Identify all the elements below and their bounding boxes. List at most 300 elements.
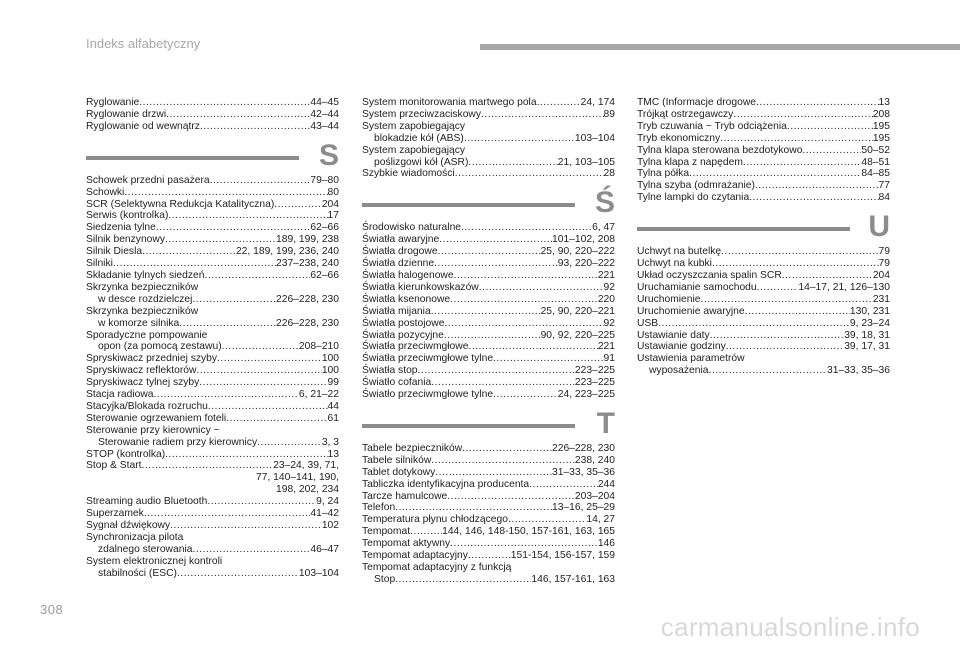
dot-leader <box>712 258 879 270</box>
index-entry[interactable] <box>86 210 339 222</box>
index-entry[interactable] <box>362 258 615 270</box>
index-entry-term: Uruchomienie awaryjne <box>637 305 745 317</box>
index-entry[interactable] <box>86 353 339 365</box>
index-entry-pages[interactable]: 103–104 <box>298 567 339 579</box>
index-entry-pages[interactable]: 62–66 <box>310 269 339 281</box>
section-divider <box>362 424 575 428</box>
index-entry-pages[interactable]: 100 <box>321 353 339 365</box>
index-entry-pages[interactable]: 25, 90, 220–222 <box>540 246 615 258</box>
index-entry[interactable] <box>86 377 339 389</box>
dot-leader <box>208 401 328 413</box>
dot-leader <box>200 121 310 133</box>
dot-leader <box>438 246 541 258</box>
page-number: 308 <box>40 602 64 617</box>
dot-leader <box>455 168 604 180</box>
index-entry-pages[interactable]: 221 <box>597 341 615 353</box>
index-entry[interactable] <box>362 294 615 306</box>
dot-leader <box>434 258 558 270</box>
index-entry-term: Ryglowanie <box>86 97 140 108</box>
dot-leader <box>139 97 310 109</box>
dot-leader <box>435 467 552 479</box>
index-entry[interactable] <box>362 365 615 377</box>
index-entry-term: Światło cofania <box>362 377 432 389</box>
index-entry-term: Uruchamianie samochodu <box>637 281 757 293</box>
index-entry-pages[interactable]: 93, 220–222 <box>557 258 615 270</box>
index-entry-pages[interactable]: 195 <box>872 132 890 144</box>
dot-leader <box>461 222 592 234</box>
index-entry-pages[interactable]: 41–42 <box>310 508 339 520</box>
index-entry-pages[interactable]: 208–210 <box>298 341 339 353</box>
index-entry[interactable] <box>86 365 339 377</box>
index-entry[interactable] <box>86 389 339 401</box>
index-entry-heading: Tempomat adaptacyjny z funkcją <box>362 562 512 573</box>
index-entry[interactable] <box>362 502 615 514</box>
dot-leader <box>165 234 276 246</box>
index-entry-term: Tarcze hamulcowe <box>362 490 448 502</box>
index-entry-pages[interactable]: 92 <box>603 281 615 293</box>
index-entry-term: Tylna klapa sterowana bezdotykowo <box>637 144 803 156</box>
dot-leader <box>444 330 541 342</box>
dot-leader <box>113 258 276 270</box>
index-entry[interactable] <box>362 270 615 282</box>
index-entry-heading: System zapobiegający <box>362 144 466 156</box>
index-entry-term: Środowisko naturalne <box>362 222 462 234</box>
index-entry-term: Uchwyt na butelkę <box>637 246 722 258</box>
index-entry-term: w desce rozdzielczej <box>98 293 193 305</box>
section-letter: U <box>868 210 890 244</box>
dot-leader <box>529 479 598 491</box>
index-entry-pages[interactable]: 79 <box>878 246 890 258</box>
index-entry-pages[interactable]: 17 <box>327 210 339 222</box>
dot-leader <box>142 246 236 258</box>
index-entry-term: SCR (Selektywna Redukcja Katalityczna) <box>86 198 275 210</box>
index-entry-term: Schowki <box>86 186 125 198</box>
index-entry-term: Ustawianie daty <box>637 329 710 341</box>
index-entry-pages[interactable]: 226–228, 230 <box>276 317 339 329</box>
index-entry[interactable] <box>362 97 615 109</box>
dot-leader <box>756 97 879 109</box>
index-entry-pages[interactable]: 189, 199, 238 <box>276 234 339 246</box>
dot-leader <box>689 168 861 180</box>
index-entry-term: Światła kierunkowskazów <box>362 281 479 293</box>
index-entry-pages[interactable]: 77 <box>878 180 890 192</box>
dot-leader <box>749 192 878 204</box>
index-entry[interactable] <box>637 168 890 180</box>
index-entry-pages[interactable]: 102 <box>321 520 339 531</box>
index-entry[interactable] <box>362 330 615 342</box>
index-entry-pages[interactable]: 84–85 <box>861 168 890 180</box>
dot-leader <box>743 157 861 169</box>
index-entry-term: zdalnego sterowania <box>98 543 193 555</box>
index-entry[interactable] <box>362 306 615 318</box>
index-entry-term: Ryglowanie drzwi <box>86 108 167 120</box>
index-entry-term: Sygnał dźwiękowy <box>86 520 171 531</box>
section-letter: Ś <box>594 186 615 220</box>
index-entry-term: Tylna klapa z napędem <box>637 156 743 168</box>
index-entry-pages[interactable]: 9, 23–24 <box>849 317 890 329</box>
dot-leader <box>479 282 604 294</box>
index-entry[interactable] <box>362 133 615 145</box>
index-entry-pages[interactable]: 39, 18, 31 <box>844 329 890 341</box>
section-title: Indeks alfabetyczny <box>86 36 201 51</box>
index-entry[interactable] <box>362 514 615 526</box>
index-entry-pages[interactable]: 223–225 <box>574 377 615 389</box>
index-entry-term: Światła postojowe <box>362 317 445 329</box>
index-entry-pages[interactable]: 46–47 <box>310 543 339 555</box>
index-entry-term: Światła dzienne <box>362 258 435 270</box>
index-entry[interactable] <box>362 353 615 365</box>
dot-leader <box>787 121 873 133</box>
index-entry[interactable] <box>86 520 339 532</box>
dot-leader <box>192 544 310 556</box>
index-entry[interactable] <box>637 97 890 109</box>
index-entry-pages[interactable]: 92 <box>603 317 615 329</box>
index-entry[interactable] <box>362 157 615 169</box>
index-entry-term: Sterowanie radiem przy kierownicy <box>98 436 258 448</box>
index-entry-term: Światła drogowe <box>362 246 438 258</box>
index-entry[interactable] <box>86 460 339 472</box>
index-entry[interactable] <box>86 234 339 246</box>
index-entry-pages[interactable]: 14–17, 21, 126–130 <box>798 281 890 293</box>
index-entry-term: STOP (kontrolka) <box>86 448 166 460</box>
index-entry-pages-continued: 77, 140–141, 190, <box>255 472 339 484</box>
dot-leader <box>156 222 311 234</box>
index-entry-pages[interactable]: 6, 47 <box>592 222 615 234</box>
dot-leader <box>709 365 827 377</box>
index-entry[interactable] <box>637 157 890 169</box>
index-entry[interactable] <box>362 234 615 246</box>
index-entry-pages[interactable]: 28 <box>603 168 615 180</box>
index-entry-pages[interactable]: 13 <box>327 448 339 460</box>
index-entry-pages[interactable]: 9, 24 <box>316 496 339 508</box>
index-entry-pages[interactable]: 62–66 <box>310 222 339 234</box>
dot-leader <box>658 318 850 330</box>
index-entry[interactable] <box>362 109 615 121</box>
index-entry-pages[interactable]: 31–33, 35–36 <box>827 365 890 377</box>
index-entry-term: Tylne lampki do czytania <box>637 192 750 204</box>
index-entry-pages[interactable]: 6, 21–22 <box>298 389 339 401</box>
index-entry-heading: Sporadyczne pompowanie <box>86 329 208 341</box>
index-entry[interactable] <box>362 341 615 353</box>
index-entry[interactable] <box>86 437 339 449</box>
index-entry[interactable] <box>637 294 890 306</box>
index-column-2 <box>362 97 615 586</box>
index-entry[interactable] <box>86 449 339 461</box>
index-entry-term: Uruchomienie <box>637 293 701 305</box>
index-entry-term: Streaming audio Bluetooth <box>86 496 208 508</box>
index-entry-term: Tabele silników <box>362 454 432 466</box>
index-entry[interactable] <box>86 413 339 425</box>
dot-leader <box>179 318 276 330</box>
index-entry[interactable] <box>637 341 890 353</box>
index-entry-term: Serwis (kontrolka) <box>86 210 169 222</box>
index-entry-term: Tempomat adaptacyjny <box>362 550 468 562</box>
index-entry[interactable] <box>86 568 339 580</box>
index-entry-term: Superzamek <box>86 508 144 520</box>
index-entry-pages[interactable]: 24, 174 <box>580 97 615 108</box>
index-entry[interactable] <box>362 538 615 550</box>
dot-leader <box>170 520 322 532</box>
index-entry-pages[interactable]: 13 <box>878 97 890 108</box>
index-entry[interactable] <box>637 133 890 145</box>
index-entry-pages[interactable]: 44 <box>327 400 339 412</box>
index-entry-term: System przeciwzaciskowy <box>362 108 482 120</box>
index-entry-heading: System elektronicznej kontroli <box>86 555 223 567</box>
index-entry[interactable] <box>86 270 339 282</box>
dot-leader <box>257 437 322 449</box>
index-entry[interactable] <box>362 377 615 389</box>
index-entry-pages[interactable]: 43–44 <box>310 120 339 132</box>
index-entry-pages[interactable]: 203–204 <box>574 490 615 502</box>
dot-leader <box>745 306 850 318</box>
index-entry[interactable] <box>637 258 890 270</box>
index-entry-pages[interactable]: 24, 223–225 <box>557 389 615 401</box>
index-entry-heading: Ustawienia parametrów <box>637 353 745 365</box>
dot-leader <box>431 306 541 318</box>
index-entry-term: Ryglowanie od wewnątrz <box>86 120 200 132</box>
index-entry-term: Spryskiwacz reflektorów <box>86 365 197 377</box>
dot-leader <box>481 109 604 121</box>
index-entry[interactable] <box>637 306 890 318</box>
index-entry[interactable] <box>86 199 339 211</box>
index-entry[interactable] <box>362 222 615 234</box>
index-entry[interactable] <box>86 187 339 199</box>
index-entry-term: blokadzie kół (ABS) <box>374 132 464 144</box>
index-entry[interactable] <box>362 526 615 538</box>
index-entry[interactable] <box>86 246 339 258</box>
index-entry-term: Uchwyt na kubki <box>637 258 712 270</box>
index-entry-term: opon (za pomocą zestawu) <box>98 341 222 353</box>
index-entry-pages[interactable]: 50–52 <box>861 144 890 156</box>
index-entry-pages[interactable]: 90, 92, 220–225 <box>540 329 615 341</box>
index-entry-pages[interactable]: 14, 27 <box>586 514 615 526</box>
dot-leader <box>710 330 845 342</box>
index-entry-pages[interactable]: 25, 90, 220–221 <box>540 305 615 317</box>
dot-leader <box>199 377 327 389</box>
dot-leader <box>468 157 557 169</box>
dot-leader <box>210 175 311 187</box>
index-entry-term: Schowek przedni pasażera <box>86 174 210 186</box>
dot-leader <box>431 455 575 467</box>
dot-leader <box>165 449 327 461</box>
section-divider <box>637 227 850 231</box>
section-letter: S <box>318 138 339 172</box>
index-entry-pages[interactable]: 103–104 <box>574 132 615 144</box>
index-entry-pages[interactable]: 101–102, 208 <box>552 234 615 246</box>
index-entry-pages[interactable]: 89 <box>603 108 615 120</box>
index-entry-pages[interactable]: 91 <box>603 353 615 365</box>
index-entry-pages[interactable]: 100 <box>321 365 339 377</box>
index-entry[interactable] <box>637 318 890 330</box>
index-entry[interactable] <box>637 121 890 133</box>
index-entry-term: Tempomat <box>362 526 411 538</box>
index-entry[interactable] <box>362 389 615 401</box>
index-entry-term: USB <box>637 317 659 329</box>
index-entry[interactable] <box>637 192 890 204</box>
index-entry-term: w komorze silnika <box>98 317 180 329</box>
dot-leader <box>418 365 575 377</box>
index-entry-pages[interactable]: 238, 240 <box>574 454 615 466</box>
dot-leader <box>168 210 327 222</box>
dot-leader <box>701 294 873 306</box>
dot-leader <box>177 568 299 580</box>
index-entry[interactable] <box>362 550 615 562</box>
index-entry-term: Światła ksenonowe <box>362 293 451 305</box>
index-entry[interactable] <box>86 341 339 353</box>
index-entry-pages[interactable]: 231 <box>872 293 890 305</box>
index-entry[interactable] <box>86 121 339 133</box>
index-entry-pages[interactable]: 21, 103–105 <box>557 156 615 168</box>
index-entry-term: Trójkąt ostrzegawczy <box>637 108 734 120</box>
index-entry-term: Tabele bezpieczników <box>362 442 463 454</box>
dot-leader <box>468 341 597 353</box>
dot-leader <box>217 353 322 365</box>
index-entry[interactable] <box>362 455 615 467</box>
index-entry-pages[interactable]: 204 <box>321 198 339 210</box>
index-entry-pages[interactable]: 3, 3 <box>321 436 339 448</box>
index-entry[interactable] <box>637 109 890 121</box>
index-entry-term: Światła awaryjne <box>362 234 440 246</box>
index-entry[interactable] <box>362 318 615 330</box>
index-entry-term: Tabliczka identyfikacyjna producenta <box>362 478 530 490</box>
index-entry[interactable] <box>86 109 339 121</box>
index-entry-pages[interactable]: 244 <box>597 478 615 490</box>
index-entry-pages[interactable]: 44–45 <box>310 97 339 108</box>
section-letter: T <box>596 406 615 440</box>
index-entry-term: wyposażenia <box>649 365 709 377</box>
index-entry[interactable] <box>362 479 615 491</box>
index-entry[interactable] <box>637 246 890 258</box>
dot-leader <box>439 234 552 246</box>
index-entry-pages[interactable]: 151-154, 156-157, 159 <box>510 550 615 562</box>
index-entry-pages[interactable]: 146 <box>597 538 615 550</box>
index-entry-pages[interactable]: 195 <box>872 120 890 132</box>
index-entry-pages[interactable]: 130, 231 <box>849 305 890 317</box>
dot-leader <box>468 550 511 562</box>
dot-leader <box>144 508 311 520</box>
dot-leader <box>733 109 872 121</box>
index-entry-term: Światła mijania <box>362 305 431 317</box>
index-entry[interactable] <box>86 258 339 270</box>
index-entry-pages[interactable]: 221 <box>597 269 615 281</box>
index-entry-pages[interactable]: 48–51 <box>861 156 890 168</box>
index-entry-pages[interactable]: 220 <box>597 293 615 305</box>
dot-leader <box>395 574 531 586</box>
index-entry-pages[interactable]: 146, 157-161, 163 <box>531 573 615 585</box>
index-entry-term: Stop & Start <box>86 460 142 472</box>
index-entry[interactable] <box>86 401 339 413</box>
dot-leader <box>782 270 873 282</box>
index-entry-pages[interactable]: 144, 146, 148-150, 157-161, 163, 165 <box>442 526 615 538</box>
dot-leader <box>124 187 327 199</box>
index-entry-term: stabilności (ESC) <box>98 567 177 579</box>
index-entry[interactable] <box>362 282 615 294</box>
index-entry-pages[interactable]: 84 <box>878 192 890 204</box>
index-entry-pages[interactable]: 208 <box>872 108 890 120</box>
dot-leader <box>274 199 322 211</box>
letter-section-header <box>637 210 890 246</box>
dot-leader <box>196 365 321 377</box>
index-entry-pages[interactable]: 226–228, 230 <box>276 293 339 305</box>
index-entry-pages-continued: 198, 202, 234 <box>276 484 339 496</box>
index-entry-heading: Sterowanie przy kierownicy ~ <box>86 424 220 436</box>
index-entry[interactable] <box>86 318 339 330</box>
index-entry[interactable] <box>362 574 615 586</box>
index-entry[interactable] <box>362 168 615 180</box>
index-entry-pages[interactable]: 79–80 <box>310 174 339 186</box>
index-entry[interactable] <box>637 180 890 192</box>
index-entry-term: Silnik benzynowy <box>86 234 165 246</box>
index-entry-pages[interactable]: 99 <box>327 377 339 389</box>
dot-leader <box>464 133 575 145</box>
index-entry[interactable] <box>637 282 890 294</box>
dot-leader <box>755 180 879 192</box>
index-entry-term: TMC (Informacje drogowe <box>637 97 757 108</box>
index-entry[interactable] <box>362 443 615 455</box>
dot-leader <box>462 443 552 455</box>
index-entry-term: Sterowanie ogrzewaniem foteli <box>86 412 227 424</box>
index-entry[interactable] <box>362 491 615 503</box>
index-entry[interactable] <box>86 508 339 520</box>
index-entry-term: Składanie tylnych siedzeń <box>86 269 205 281</box>
index-entry[interactable] <box>86 222 339 234</box>
index-entry-term: Światła przeciwmgłowe tylne <box>362 353 494 365</box>
index-entry[interactable] <box>637 270 890 282</box>
index-entry-pages[interactable]: 204 <box>872 269 890 281</box>
index-entry-pages[interactable]: 61 <box>327 412 339 424</box>
letter-section-header <box>362 407 615 443</box>
index-entry-pages[interactable]: 226–228, 230 <box>552 442 615 454</box>
index-entry-term: Światło przeciwmgłowe tylne <box>362 389 494 401</box>
dot-leader <box>493 353 603 365</box>
index-entry[interactable] <box>86 544 339 556</box>
index-entry[interactable] <box>362 467 615 479</box>
dot-leader <box>192 294 276 306</box>
index-entry[interactable] <box>637 330 890 342</box>
dot-leader <box>395 502 552 514</box>
index-entry[interactable] <box>86 175 339 187</box>
index-entry-heading: System zapobiegający <box>362 120 466 132</box>
index-entry-pages[interactable]: 237–238, 240 <box>276 258 339 270</box>
dot-leader <box>444 318 603 330</box>
index-column-1 <box>86 97 339 580</box>
index-entry-pages[interactable]: 13–16, 25–29 <box>552 502 615 514</box>
index-entry-pages[interactable]: 22, 189, 199, 236, 240 <box>235 246 339 258</box>
index-entry-term: Tryb ekonomiczny <box>637 132 721 144</box>
index-entry[interactable] <box>86 97 339 109</box>
dot-leader <box>757 282 799 294</box>
dot-leader <box>226 413 327 425</box>
index-entry[interactable] <box>86 294 339 306</box>
index-entry-pages[interactable]: 31–33, 35–36 <box>552 466 615 478</box>
index-entry[interactable] <box>86 496 339 508</box>
index-entry-term: Światła przeciwmgłowe <box>362 341 469 353</box>
index-entry-pages[interactable]: 223–225 <box>574 365 615 377</box>
header-divider <box>480 44 960 50</box>
index-entry[interactable] <box>637 145 890 157</box>
index-entry-pages[interactable]: 80 <box>327 186 339 198</box>
index-entry-pages[interactable]: 39, 17, 31 <box>844 341 890 353</box>
index-entry-term: Tryb czuwania ~ Tryb odciążenia <box>637 120 787 132</box>
index-entry-pages[interactable]: 79 <box>878 258 890 270</box>
index-entry[interactable] <box>637 365 890 377</box>
dot-leader <box>142 460 274 472</box>
letter-section-header <box>86 139 339 175</box>
index-entry-pages[interactable]: 42–44 <box>310 108 339 120</box>
index-entry-pages[interactable]: 23–24, 39, 71, <box>273 460 339 472</box>
index-entry[interactable] <box>362 246 615 258</box>
index-entry-term: Stacja radiowa <box>86 389 154 401</box>
